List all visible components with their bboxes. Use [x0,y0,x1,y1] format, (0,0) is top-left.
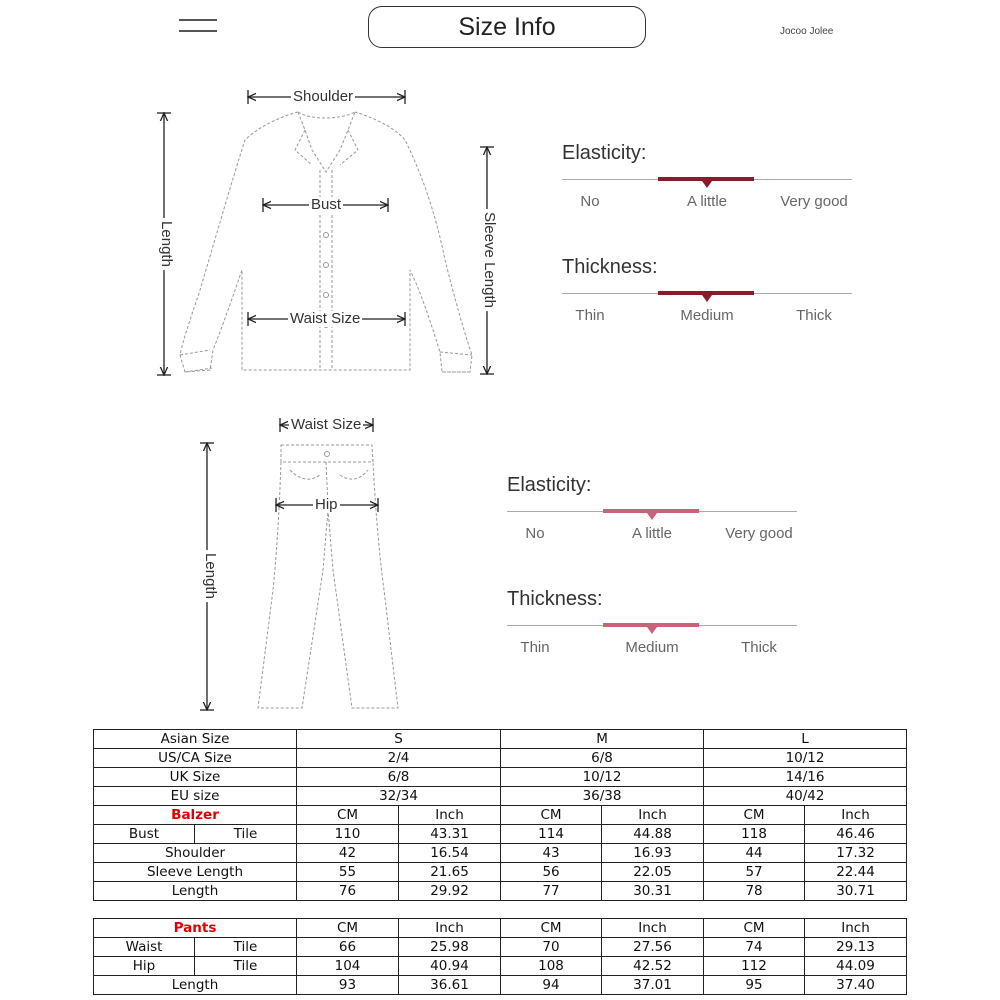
table-cell: 76 [297,882,399,901]
table-cell: 37.01 [602,976,704,995]
table-cell: Length [94,976,297,995]
table-cell: Waist [94,938,195,957]
scale-pointer-icon [647,627,657,634]
scale-option: Very good [780,193,848,210]
scale-pointer-icon [702,295,712,302]
table-cell: 78 [704,882,805,901]
table-cell: Bust [94,825,195,844]
table-cell: CM [501,919,602,938]
table-cell: 10/12 [704,749,907,768]
scale-option: A little [631,525,673,542]
table-cell: 16.93 [602,844,704,863]
table-cell: EU size [94,787,297,806]
table-cell: 44 [704,844,805,863]
scale-option: Thin [520,639,550,656]
table-cell: Tile [195,825,297,844]
table-cell: 42.52 [602,957,704,976]
table-section-label: Pants [94,919,297,938]
table-cell: CM [704,919,805,938]
table-cell: 40/42 [704,787,907,806]
table-cell: Shoulder [94,844,297,863]
sleeve-length-label: Sleeve Length [481,209,497,311]
table-row [94,787,907,806]
table-cell: 46.46 [805,825,907,844]
table-cell: 10/12 [501,768,704,787]
table-cell: 27.56 [602,938,704,957]
table-cell: 40.94 [399,957,501,976]
scale-title: Thickness: [507,588,603,610]
table-cell: 104 [297,957,399,976]
table-cell: 43.31 [399,825,501,844]
pants-size-table [93,918,907,995]
table-cell: Tile [195,938,297,957]
table-row [94,844,907,863]
scale-pointer-icon [702,181,712,188]
table-cell: CM [297,919,399,938]
table-cell: CM [704,806,805,825]
table-cell: 66 [297,938,399,957]
table-cell: Tile [195,957,297,976]
scale-pointer-icon [647,513,657,520]
shoulder-label: Shoulder [293,88,354,105]
table-cell: 74 [704,938,805,957]
waist-size-label: Waist Size [290,310,361,327]
table-row [94,749,907,768]
table-row [94,863,907,882]
table-row [94,806,907,825]
table-cell: 21.65 [399,863,501,882]
table-cell: 22.05 [602,863,704,882]
table-cell: 93 [297,976,399,995]
table-cell: 2/4 [297,749,501,768]
table-cell: 77 [501,882,602,901]
table-cell: 36/38 [501,787,704,806]
scale-option: No [525,525,545,542]
table-cell: CM [501,806,602,825]
scale-option: No [580,193,600,210]
table-cell: S [297,730,501,749]
table-row [94,919,907,938]
table-cell: 29.13 [805,938,907,957]
bust-label: Bust [311,196,342,213]
table-cell: 110 [297,825,399,844]
table-cell: 42 [297,844,399,863]
table-row [94,768,907,787]
table-cell: 30.71 [805,882,907,901]
pants-outline [258,445,398,708]
table-row [94,825,907,844]
table-cell: 108 [501,957,602,976]
table-cell: 37.40 [805,976,907,995]
table-cell: 22.44 [805,863,907,882]
table-cell: 44.88 [602,825,704,844]
table-row [94,730,907,749]
table-cell: 55 [297,863,399,882]
table-cell: 36.61 [399,976,501,995]
pants-length-label: Length [202,550,218,602]
scale-option: A little [686,193,728,210]
table-cell: 30.31 [602,882,704,901]
scale-option: Medium [625,639,679,656]
table-cell: 17.32 [805,844,907,863]
table-cell: 44.09 [805,957,907,976]
table-row [94,882,907,901]
table-cell: 57 [704,863,805,882]
table-cell: Length [94,882,297,901]
table-cell: Inch [602,919,704,938]
table-cell: Inch [399,919,501,938]
table-cell: 6/8 [297,768,501,787]
table-section-label: Balzer [94,806,297,825]
table-cell: L [704,730,907,749]
table-cell: UK Size [94,768,297,787]
table-row [94,957,907,976]
table-cell: 32/34 [297,787,501,806]
scale-option: Medium [680,307,734,324]
table-cell: 118 [704,825,805,844]
table-cell: CM [297,806,399,825]
table-cell: Inch [805,919,907,938]
scale-option: Thin [575,307,605,324]
blazer-buttons [324,203,329,328]
scale-option: Very good [725,525,793,542]
table-cell: 112 [704,957,805,976]
page-title-text: Size Info [458,12,556,41]
table-cell: Inch [399,806,501,825]
table-cell: 6/8 [501,749,704,768]
scale-option: Thick [741,639,777,656]
table-cell: 16.54 [399,844,501,863]
table-cell: 29.92 [399,882,501,901]
scale-title: Elasticity: [507,474,592,496]
table-cell: 95 [704,976,805,995]
table-cell: 70 [501,938,602,957]
hip-label: Hip [315,496,338,513]
scale-option: Thick [796,307,832,324]
table-cell: Sleeve Length [94,863,297,882]
scale-title: Elasticity: [562,142,647,164]
table-cell: M [501,730,704,749]
table-row [94,938,907,957]
table-cell: 25.98 [399,938,501,957]
table-cell: US/CA Size [94,749,297,768]
table-cell: 14/16 [704,768,907,787]
blazer-size-table [93,729,907,901]
pants-waist-label: Waist Size [291,416,362,433]
table-cell: Inch [805,806,907,825]
scale-title: Thickness: [562,256,658,278]
table-cell: 114 [501,825,602,844]
table-cell: Asian Size [94,730,297,749]
table-cell: 43 [501,844,602,863]
table-row [94,976,907,995]
table-cell: Inch [602,806,704,825]
table-cell: 56 [501,863,602,882]
blazer-outline [180,112,472,372]
brand-name: Jocoo Jolee [780,26,834,37]
table-cell: Hip [94,957,195,976]
table-cell: 94 [501,976,602,995]
blazer-length-label: Length [158,218,174,270]
